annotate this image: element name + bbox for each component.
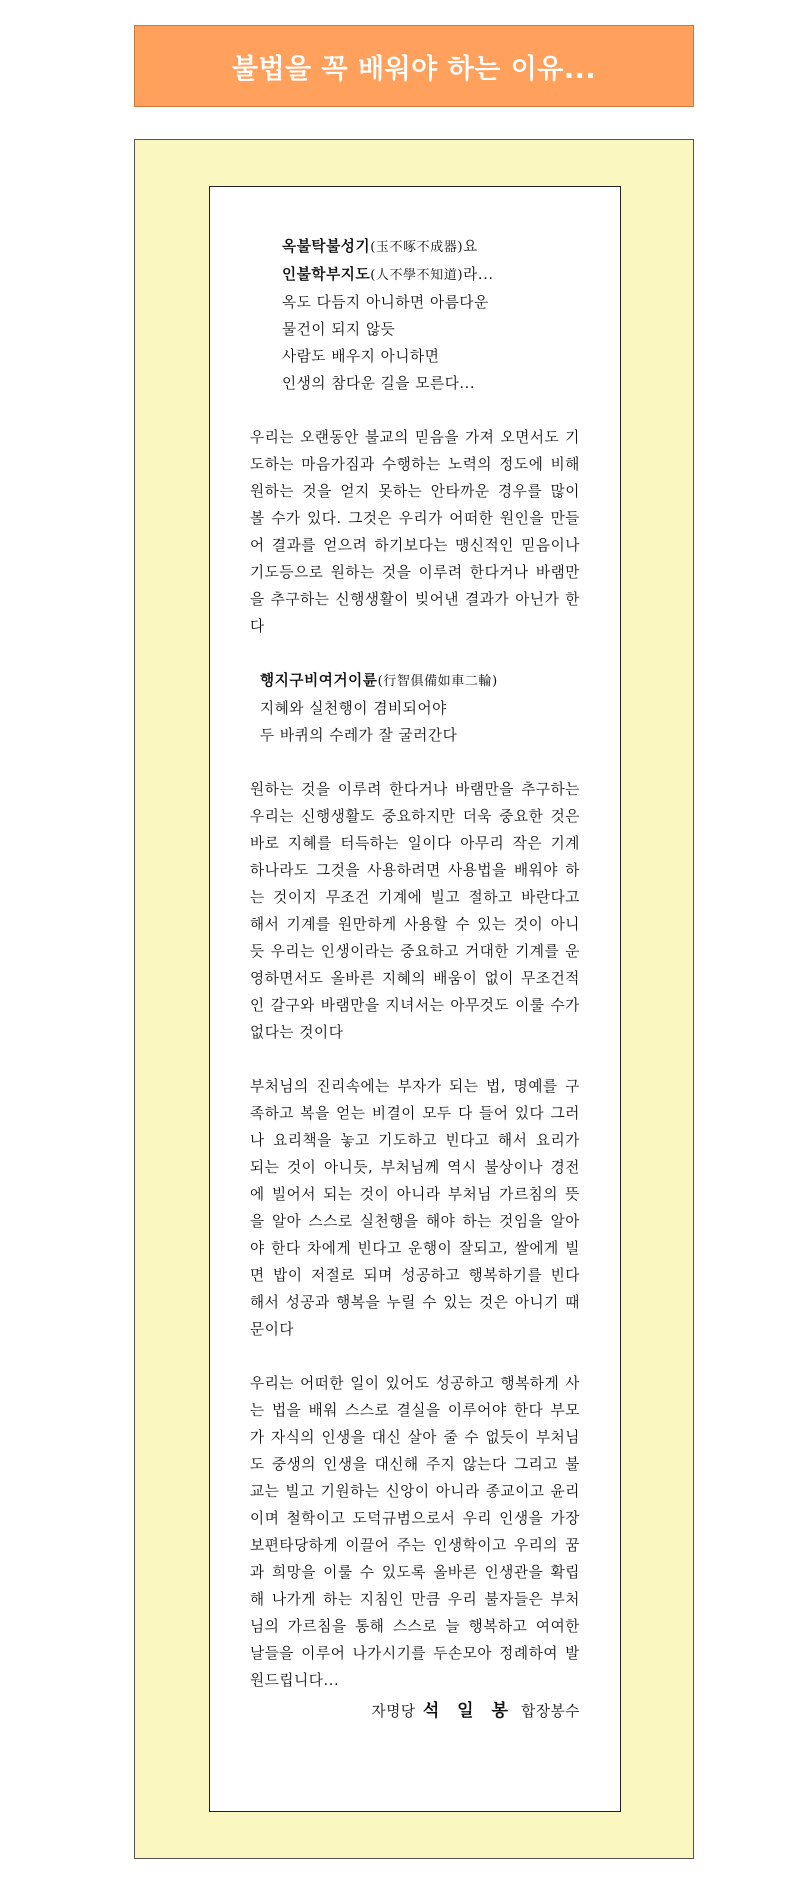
poem-ending: 요 xyxy=(463,238,478,255)
signature xyxy=(250,1698,580,1725)
poem-line-2 xyxy=(282,261,580,289)
verse-line: 지혜와 실천행이 겸비되어야 xyxy=(260,700,447,717)
outer-frame xyxy=(134,139,694,1859)
poem-ending: 라... xyxy=(463,266,494,283)
signature-name: 석 일 봉 xyxy=(422,1701,514,1721)
poem-line: 사람도 배우지 아니하면 xyxy=(282,348,440,365)
signature-prefix: 자명당 xyxy=(371,1703,416,1720)
verse-hanja: (行智俱備如車二輪) xyxy=(377,674,498,689)
poem-phrase: 옥불탁불성기 xyxy=(282,238,371,255)
verse-title-line xyxy=(260,667,580,695)
verse-phrase: 행지구비여거이륜 xyxy=(260,672,378,689)
verse-block xyxy=(250,667,580,749)
poem-line: 인생의 참다운 길을 모른다... xyxy=(282,375,476,392)
paragraph-3: 부처님의 진리속에는 부자가 되는 법, 명예를 구족하고 복을 얻는 비결이 모두 다 들어 있다 그러나 요리책을 놓고 기도하고 빈다고 해서 요리가 되는 것이 아니듯, 부처님께 역시 불상이나 경전에 빌어서 되는 것이 아니라 부처님 가르침의 뜻을 알아 스스로 실천행을 해야 하는 것임을 알아야 한다 차에게 빈다고 운행이 잘되고, 쌀에게 빌면 밥이 저절로 되며 성공하고 행복하기를 빈다 해서 성공과 행복을 누릴 수 있는 것은 아니기 때문이다 xyxy=(250,1078,580,1338)
page-title: 불법을 꼭 배워야 하는 이유... xyxy=(231,53,597,85)
paragraph-4: 우리는 어떠한 일이 있어도 성공하고 행복하게 사는 법을 배워 스스로 결실을 이루어야 한다 부모가 자식의 인생을 대신 살아 줄 수 없듯이 부처님도 중생의 인생을 대신해 주지 않는다 그리고 불교는 빌고 기원하는 신앙이 아니라 종교이고 윤리이며 철학이고 도덕규범으로서 우리 인생을 가장 보편타당하게 이끌어 주는 인생학이고 우리의 꿈과 희망을 이룰 수 있도록 올바른 인생관을 확립해 나가게 하는 지침인 만큼 우리 불자들은 부처님의 가르침을 통해 스스로 늘 행복하고 여여한 날들을 이루어 나가시기를 두손모아 정례하여 발원드립니다... xyxy=(250,1375,580,1689)
poem-line: 물건이 되지 않듯 xyxy=(282,321,396,338)
article-body xyxy=(250,233,580,1725)
paragraph-1: 우리는 오랜동안 불교의 믿음을 가져 오면서도 기도하는 마음가짐과 수행하는 노력의 정도에 비해 원하는 것을 얻지 못하는 안타까운 경우를 많이 볼 수가 있다. 그것은 우리가 어떠한 원인을 만들어 결과를 얻으려 하기보다는 맹신적인 믿음이나 기도등으로 원하는 것을 이루려 한다거나 바램만을 추구하는 신행생활이 빚어낸 결과가 아닌가 한다 xyxy=(250,429,580,635)
poem-line: 옥도 다듬지 아니하면 아름다운 xyxy=(282,294,489,311)
poem-hanja: (玉不啄不成器) xyxy=(370,240,464,255)
poem-hanja: (人不學不知道) xyxy=(370,268,464,283)
poem-phrase: 인불학부지도 xyxy=(282,266,371,283)
content-panel xyxy=(209,186,621,1812)
title-banner xyxy=(134,25,694,107)
paragraph-2: 원하는 것을 이루려 한다거나 바램만을 추구하는 우리는 신행생활도 중요하지만 더욱 중요한 것은 바로 지혜를 터득하는 일이다 아무리 작은 기계 하나라도 그것을 사용하려면 사용법을 배워야 하는 것이지 무조건 기계에 빌고 절하고 바란다고 해서 기계를 원만하게 사용할 수 있는 것이 아니듯 우리는 인생이라는 중요하고 거대한 기계를 운영하면서도 올바른 지혜의 배움이 없이 무조건적인 갈구와 바램만을 지녀서는 아무것도 이룰 수가 없다는 것이다 xyxy=(250,781,580,1041)
signature-suffix: 합장봉수 xyxy=(521,1703,580,1720)
verse-line: 두 바퀴의 수레가 잘 굴러간다 xyxy=(260,727,458,744)
opening-poem xyxy=(250,233,580,397)
poem-line-1 xyxy=(282,233,580,261)
